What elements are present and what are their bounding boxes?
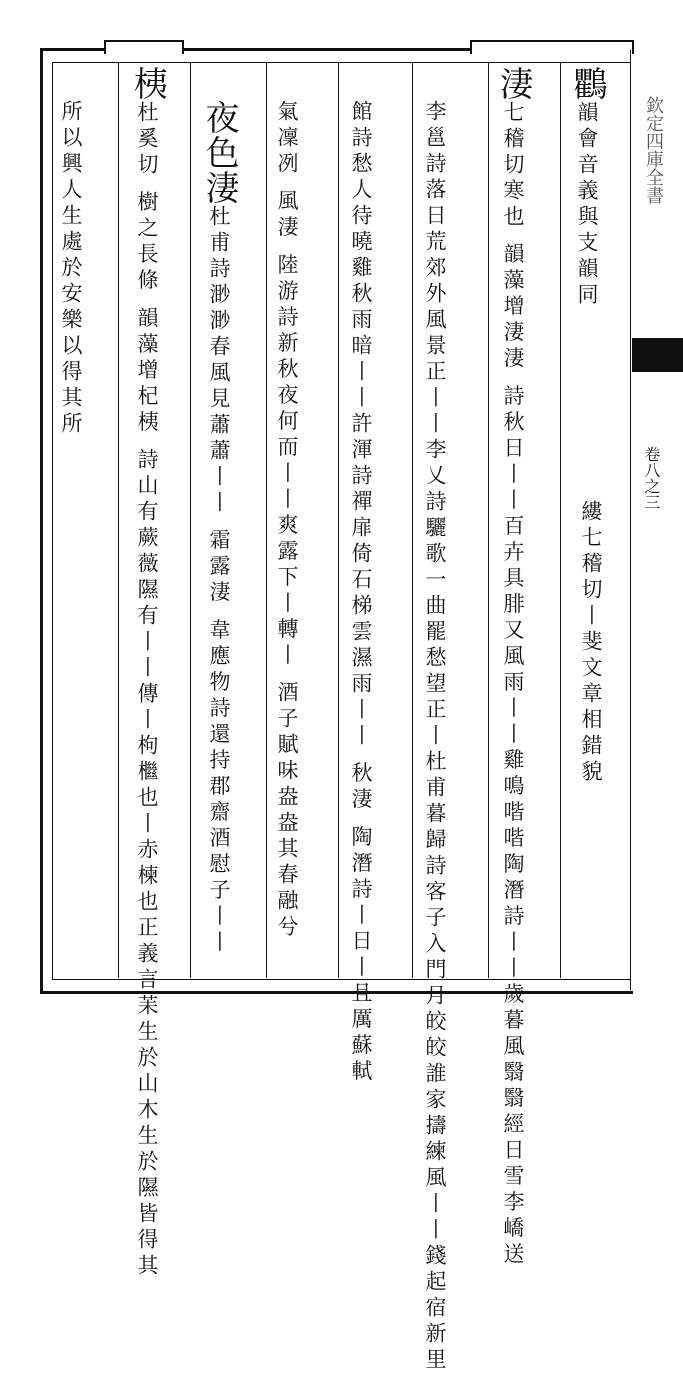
column-divider: [118, 62, 119, 978]
column-divider: [560, 62, 561, 978]
column-divider: [266, 62, 267, 978]
column-divider: [488, 62, 489, 978]
column-divider: [338, 62, 339, 978]
margin-rule: [630, 50, 631, 990]
text-column-2: 縷七稽切丨斐文章相錯貌: [579, 500, 603, 786]
text-column-1: 鸜韻會音義與支韻同: [567, 66, 607, 309]
text-column-6: 氣凜冽 風淒 陸游詩新秋夜何而丨丨爽露下丨轉丨 酒子賦味盎盎其春融兮: [275, 100, 299, 942]
text-column-3: 淒七稽切寒也 韻藻增淒淒 詩秋日丨丨百卉具腓又風雨丨丨雞鳴喈喈陶潛詩丨丨歲暮風翳翳經日雪李嶠送: [493, 66, 533, 1269]
header-tab-left: [104, 40, 184, 54]
text-column-9: 所以興人生處於安樂以得其所: [59, 100, 83, 438]
text-column-5: 館詩愁人待曉雞秋雨暗丨丨許渾詩禪扉倚石梯雲濕雨丨丨 秋淒 陶潛詩丨日丨且厲蘇軾: [349, 100, 373, 1086]
column-divider: [412, 62, 413, 978]
header-tab-right: [470, 40, 634, 54]
margin-volume: 卷八之三: [642, 446, 661, 510]
text-column-8: 桋杜奚切 樹之長條 韻藻增杞桋 詩山有蕨薇隰有丨丨傳丨枸檵也丨赤楝也正義言苿生於山木生於隰皆得其: [127, 66, 167, 1281]
text-column-4: 李邕詩落日荒郊外風景正丨丨李乂詩驪歌一曲罷愁望正丨杜甫暮歸詩客子入門月皎皎誰家擣練風丨丨錢起宿新里: [423, 100, 447, 1374]
column-divider: [190, 62, 191, 978]
text-column-7: 夜色淒杜甫詩渺渺春風見蕭蕭丨丨 霜露淒 韋應物詩還持郡齋酒慰子丨丨: [199, 100, 239, 957]
fish-tail-mark: [632, 338, 683, 372]
margin-title: 欽定四庫全書: [643, 96, 664, 204]
